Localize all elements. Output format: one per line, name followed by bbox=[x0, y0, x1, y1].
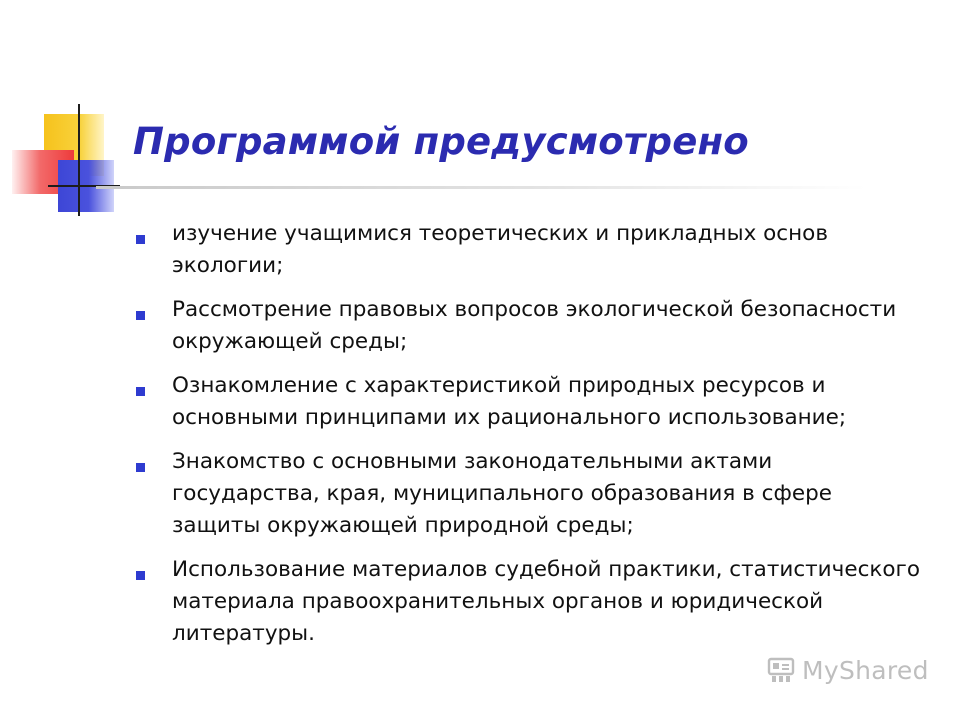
bullet-text: Ознакомление с характеристикой природных ресурсов и основными принципами их рационального использование; bbox=[172, 373, 847, 430]
title-underline bbox=[96, 186, 866, 189]
bullet-item bbox=[130, 446, 920, 542]
slide-title: Программой предусмотрено bbox=[133, 120, 749, 163]
bullet-item bbox=[130, 554, 920, 650]
bullet-square-icon bbox=[136, 463, 145, 472]
bullet-square-icon bbox=[136, 387, 145, 396]
bullet-text: изучение учащимися теоретических и прикладных основ экологии; bbox=[172, 221, 829, 278]
classroom-icon bbox=[766, 655, 796, 685]
bullet-item bbox=[130, 294, 920, 358]
bullet-item bbox=[130, 370, 920, 434]
bullet-square-icon bbox=[136, 311, 145, 320]
bullet-text: Рассмотрение правовых вопросов экологической безопасности окружающей среды; bbox=[172, 297, 897, 354]
bullet-square-icon bbox=[136, 235, 145, 244]
watermark bbox=[766, 655, 929, 685]
bullet-list bbox=[130, 218, 920, 662]
bullet-square-icon bbox=[136, 571, 145, 580]
bullet-text: Использование материалов судебной практики, статистического материала правоохранительных органов и юридической литературы. bbox=[172, 557, 920, 646]
bullet-item bbox=[130, 218, 920, 282]
bullet-text: Знакомство с основными законодательными актами государства, края, муниципального образования в сфере защиты окружающей природной среды; bbox=[172, 449, 832, 538]
decorative-vertical-line bbox=[78, 104, 80, 216]
watermark-text: MyShared bbox=[802, 655, 929, 685]
